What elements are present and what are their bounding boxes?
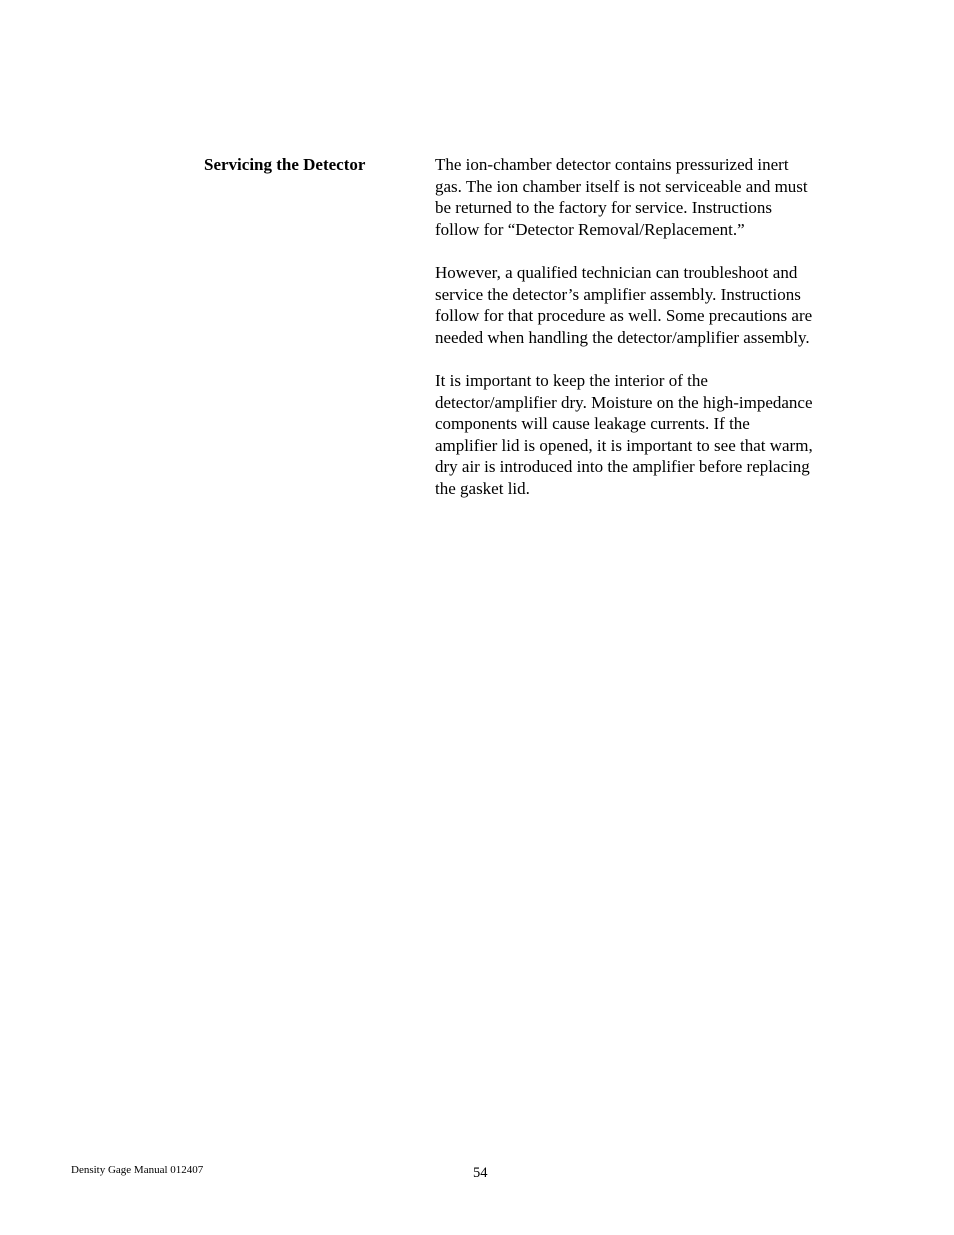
paragraph-line: dry air is introduced into the amplifier before replacing bbox=[435, 457, 810, 477]
paragraph-line: However, a qualified technician can troubleshoot and bbox=[435, 262, 798, 282]
paragraph-line: detector/amplifier dry. Moisture on the high-impedance bbox=[435, 392, 813, 412]
paragraph-line: the gasket lid. bbox=[435, 478, 530, 498]
paragraph-line: follow for “Detector Removal/Replacement.” bbox=[435, 219, 745, 239]
paragraph bbox=[435, 370, 865, 500]
paragraph-spacer bbox=[435, 240, 865, 262]
paragraph-line: gas. The ion chamber itself is not serviceable and must bbox=[435, 176, 808, 196]
paragraph-line: components will cause leakage currents. If the bbox=[435, 414, 750, 434]
paragraph-line: follow for that procedure as well. Some precautions are bbox=[435, 306, 813, 326]
paragraph-line: The ion-chamber detector contains pressurized inert bbox=[435, 155, 789, 174]
footer-document-name: Density Gage Manual 012407 bbox=[71, 1164, 204, 1176]
paragraph-line: needed when handling the detector/amplifier assembly. bbox=[435, 327, 810, 347]
section-body bbox=[435, 154, 865, 500]
footer-page-number: 54 bbox=[473, 1165, 488, 1181]
section-heading: Servicing the Detector bbox=[204, 155, 366, 174]
paragraph-line: service the detector’s amplifier assembly. Instructions bbox=[435, 284, 801, 304]
paragraph bbox=[435, 262, 865, 348]
paragraph-line: amplifier lid is opened, it is important to see that warm, bbox=[435, 435, 813, 455]
paragraph-spacer bbox=[435, 348, 865, 370]
paragraph-line: It is important to keep the interior of the bbox=[435, 370, 708, 390]
paragraph-line: be returned to the factory for service. Instructions bbox=[435, 198, 773, 218]
paragraph bbox=[435, 154, 865, 240]
